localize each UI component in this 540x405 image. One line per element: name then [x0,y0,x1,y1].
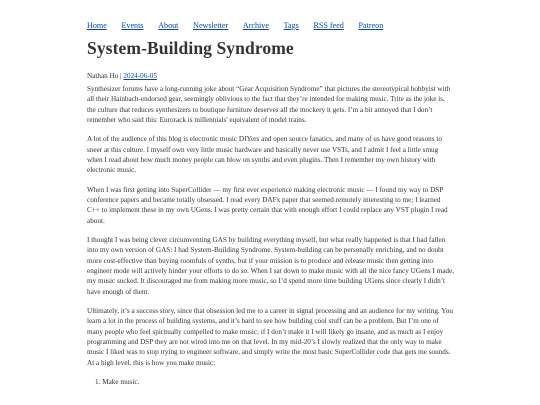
paragraph-1: Synthesizer forums have a long-running joke about “Gear Acquisition Syndrome” that pictures the stereotypical hobbyist with all their Hainbach-endorsed gear, seemingly oblivious to the fact that they’re intended for making music. Trite as the joke is, the culture that reduces synthesizers to boutique furniture deserves all the mockery it gets. I’m a bit annoyed that I don’t remember who said this: Eurorack is millennials' equivalent of model trains. [87,85,451,124]
author-name: Nathan Ho [87,72,119,80]
nav-link-newsletter[interactable]: Newsletter [193,21,229,30]
nav-link-events[interactable]: Events [121,21,144,30]
paragraph-4: I thought I was being clever circumventing GAS by building everything myself, but what really happened is that I had fallen into my own version of GAS: I had System-Building Syndrome. System-building can be personally enriching, and no doubt more cost-effective than buying roomfuls of synths, but if your mission is to produce and release music then getting into engineer mode will actively hinder your efforts to do so. When I sat down to make music with all the nice fancy UGens I made, my music sucked. It discouraged me from making more music, so I’d spend more time building UGens since clearly I didn’t have enough of them. [87,236,454,296]
page-title: System-Building Syndrome [87,38,294,58]
post-content [87,84,454,387]
byline [87,72,157,80]
nav-link-about[interactable]: About [158,21,179,30]
nav-link-rss-feed[interactable]: RSS feed [313,21,344,30]
paragraph-3: When I was first getting into SuperCollider — my first ever experience making electronic music — I found my way to DSP conference papers and became totally obsessed. I read every DAFx paper that seemed remotely interesting to me; I learned C++ to implement these in my own UGens. I was pretty certain that with enough effort I could replace any VST plugin I read about. [87,185,448,225]
steps-list [87,377,454,387]
top-nav [87,21,398,30]
nav-link-home[interactable]: Home [87,21,107,30]
list-item: 1. Make music. [95,378,140,387]
paragraph-5: Ultimately, it’s a success story, since that obsession led me to a career in signal processing and an audience for my writing. You learn a lot in the process of building systems, and it’s hard to see how building cool stuff can be a problem. But I’m one of many people who feel spiritually compelled to make music; if I don’t make it I will likely go insane, and as much as I enjoy programming and DSP they are not wired into me on that level. In my mid-20’s I slowly realized that the only way to make music I liked was to stop trying to engineer software, and simply write the most basic SuperCollider code that gets me sounds. At a high level, this is how you make music: [87,307,453,367]
post-date-link[interactable]: 2024-06-05 [123,72,157,80]
nav-link-patreon[interactable]: Patreon [358,21,384,30]
paragraph-2: A lot of the audience of this blog is electronic music DIYers and open source fanatics, and many of us have good reasons to sneer at this culture. I myself own very little music hardware and basically never use VSTs, and I admit I feel a little smug when I read about how much money people can blow on synths and even plugins. Then I remember my own history with electronic music. [87,135,442,175]
nav-link-tags[interactable]: Tags [283,21,299,30]
nav-link-archive[interactable]: Archive [242,21,269,30]
byline-separator: | [120,72,122,80]
